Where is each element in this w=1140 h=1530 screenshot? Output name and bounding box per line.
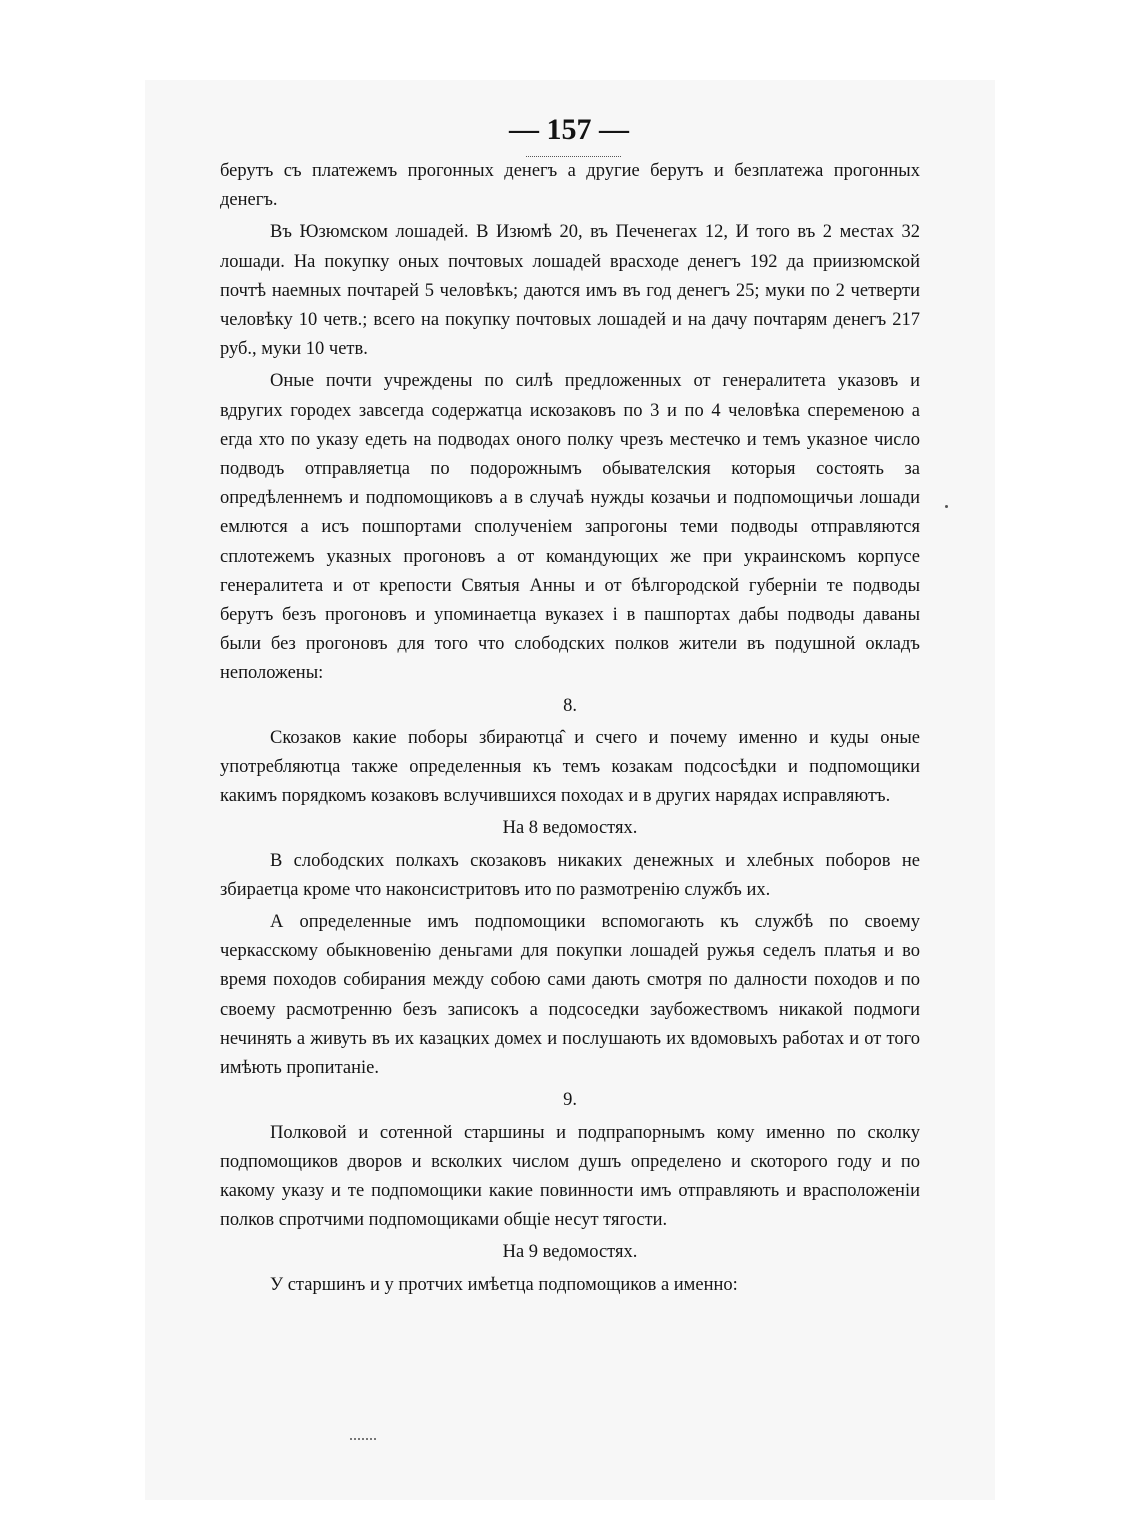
- footer-mark: [350, 1436, 376, 1440]
- paragraph-continuation: берутъ съ платежемъ прогонных денегъ а другие берутъ и безплатежа прогонных денегъ.: [220, 161, 920, 211]
- margin-speck: [945, 505, 948, 508]
- section-9-answer-1: У старшинъ и у протчих имѣетца подпомощиков а именно:: [270, 1274, 738, 1295]
- section-8-answer-1: В слободских полкахъ скозаковъ никаких денежных и хлебных поборов не збираетца кроме что наконсистритовъ ито по размотренію службъ их.: [220, 850, 920, 900]
- paragraph-izyum: Въ Юзюмском лошадей. В Изюмѣ 20, въ Печенегах 12, И того въ 2 местах 32 лошади. На покупку оных почтовых лошадей врасходе денегъ 192 да приизюмской почтѣ наемных почтарей 5 человѣкъ; даются имъ въ год денегъ 25; муки по 2 четверти человѣку 10 четв.; всего на покупку почтовых лошадей и на дачу почтарям денегъ 217 руб., муки 10 четв.: [220, 222, 920, 360]
- section-8-heading: На 8 ведомостях.: [502, 818, 638, 839]
- section-8-number: 8.: [563, 695, 577, 716]
- page-number: — 157 —: [509, 113, 629, 146]
- section-9-question: Полковой и сотенной старшины и подпрапорнымъ кому именно по сколку подпомощиков дворов и всколких числом душъ определено и скоторого году и по какому указу и те подпомощики какие повинности имъ отправляють и врасположеніи полков спротчими подпомощиками общіе несут тягости.: [220, 1122, 920, 1231]
- section-9-number: 9.: [563, 1090, 577, 1111]
- paragraph-posts: Оные почти учреждены по силѣ предложенных от генералитета указовъ и вдругих городех завсегда содержатца искозаковъ по 3 и по 4 человѣка спеременою а егда хто по указу едеть на подводах оного полку чрезъ местечко и темъ указное число подводъ отправляетца по подорожнымъ обывателския которыя состоять за опредѣленнемъ и подпомощиковъ а в случаѣ нужды козачьи и подпомощичьи лошади емлются а исъ пошпортами сполученіем запрогоны теми подводы отправляются сплотежемъ указных прогоновъ а от командующих же при украинскомъ корпусе генералитета и от крепости Святыя Анны и от бѣлгородской губерніи те подводы берутъ безъ прогоновъ и упоминаетца вуказех і в пашпортах дабы подводы даваны были без прогоновъ для того что слободских полков жители въ подушной окладъ неположены:: [220, 371, 920, 684]
- page-content: [220, 110, 920, 1300]
- section-9-heading: На 9 ведомостях.: [502, 1242, 638, 1263]
- section-8-answer-2: А определенные имъ подпомощики вспомогають къ службѣ по своему черкасскому обыкновенію деньгами для покупки лошадей ружья седелъ платья и во время походов собирания между собою сами дають смотря по далности походов и по своему расмотренню безъ записокъ а подсоседки заубожествомъ никакой подмоги нечинять а живуть въ их казацких домех и послушають их вдомовыхъ работах и от того имѣють пропитаніе.: [220, 912, 920, 1079]
- page-number-rule: [526, 148, 621, 157]
- section-8-question: Скозаков какие поборы збираютца̂ и счего и почему именно и куды оные употребляютца также определенныя къ темъ козакам подсосѣдки и подпомощики какимъ порядкомъ козаковъ вслучившихся походах и в других нарядах исправляютъ.: [220, 727, 920, 807]
